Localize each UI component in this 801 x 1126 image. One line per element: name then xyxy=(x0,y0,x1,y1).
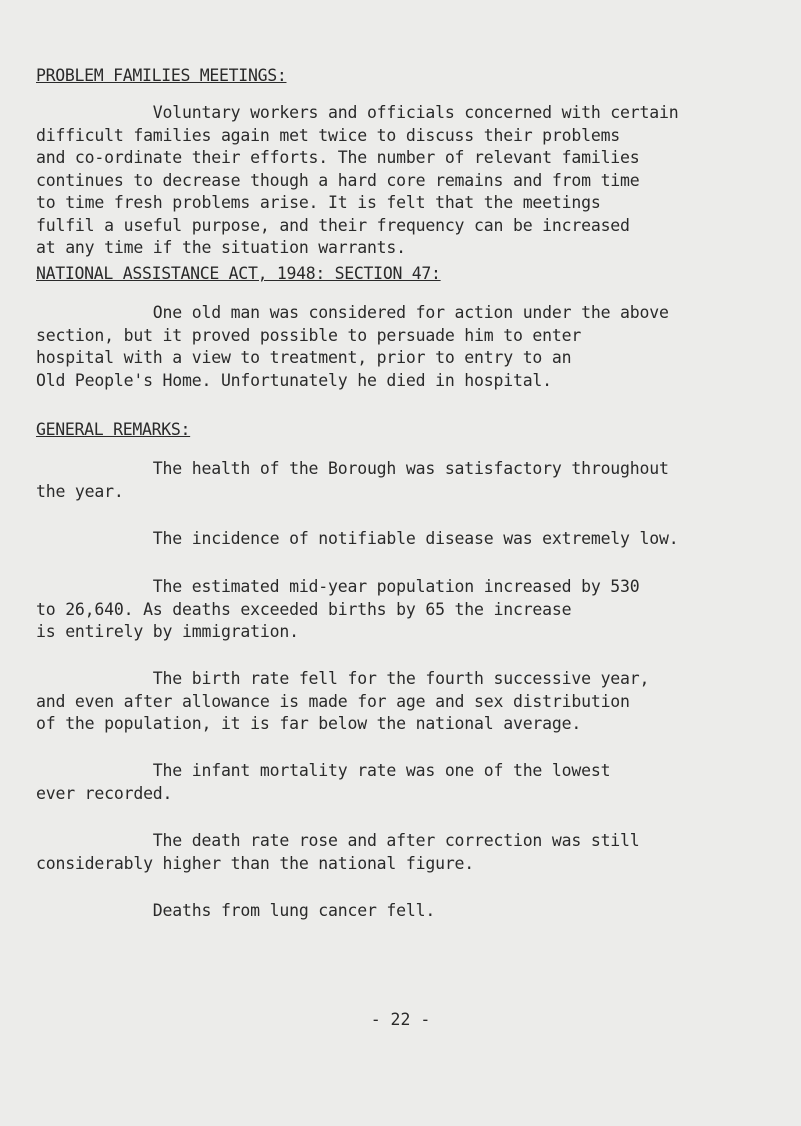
heading-general-remarks: GENERAL REMARKS: xyxy=(36,420,191,439)
paragraph-lung-cancer: Deaths from lung cancer fell. xyxy=(36,901,436,920)
page-number: - 22 - xyxy=(370,1010,431,1029)
paragraph-infant-mortality: The infant mortality rate was one of the lowest ever recorded. xyxy=(36,761,611,803)
paragraph-problem-families: Voluntary workers and officials concerned with certain difficult families again met twice to discuss their problems and co-ordinate their efforts. The number of relevant families continues to decrease though a hard core remains and from time to time fresh problems arise. It is felt that the meetings fulfil a useful purpose, and their frequency can be increased at any time if the situation warrants. xyxy=(36,103,679,257)
heading-problem-families-meetings: PROBLEM FAMILIES MEETINGS: xyxy=(36,66,287,85)
paragraph-death-rate: The death rate rose and after correction was still considerably higher than the national figure. xyxy=(36,831,640,873)
heading-national-assistance-act: NATIONAL ASSISTANCE ACT, 1948: SECTION 47: xyxy=(36,264,441,283)
paragraph-population: The estimated mid-year population increased by 530 to 26,640. As deaths exceeded births by 65 the increase is entirely by immigration. xyxy=(36,577,640,641)
paragraph-notifiable-disease: The incidence of notifiable disease was extremely low. xyxy=(36,529,679,548)
paragraph-health: The health of the Borough was satisfactory throughout the year. xyxy=(36,459,669,501)
paragraph-national-assistance: One old man was considered for action under the above section, but it proved possible to persuade him to enter hospital with a view to treatment, prior to entry to an Old People's Home. Unfortunately he died in hospital. xyxy=(36,303,669,390)
paragraph-birth-rate: The birth rate fell for the fourth successive year, and even after allowance is made for age and sex distribution of the population, it is far below the national average. xyxy=(36,669,650,733)
